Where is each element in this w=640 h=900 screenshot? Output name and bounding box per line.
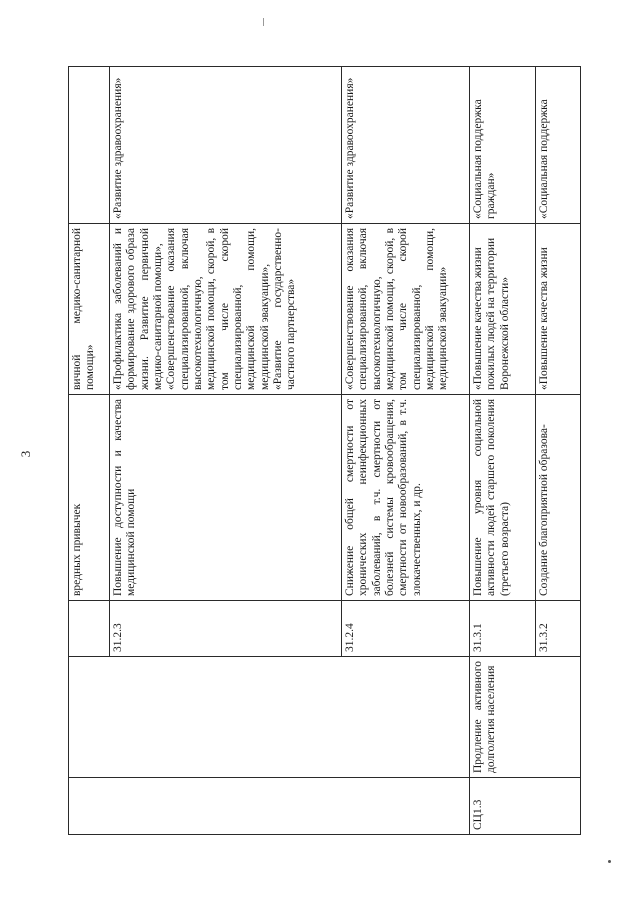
cell-programs — [110, 224, 342, 395]
cell-task: Повышение уровня социальной активности людей старшего поколения (третьего возраста) — [470, 395, 536, 601]
cell-num: 31.2.3 — [110, 601, 342, 657]
strategy-table — [68, 66, 581, 835]
cell-state-program: «Развитие здравоохранения» — [342, 67, 470, 224]
table-row — [69, 67, 110, 835]
program-line: «Повышение качества жизни — [538, 247, 550, 390]
rotated-table-container — [68, 67, 580, 835]
cell-num — [69, 601, 110, 657]
cell-code — [69, 778, 470, 835]
program-line: «Профилактика заболеваний и формирование здорового образа жизни. Развитие первичной медико-санитарной помощи», — [112, 228, 164, 390]
cell-direction — [69, 657, 470, 778]
scan-mark — [263, 18, 264, 26]
table-row — [470, 67, 536, 835]
program-line: «Повышение качества жизни пожилых людей на территории Воронежской области» — [472, 237, 511, 390]
cell-task: Повышение доступности и качества медицинской помощи — [110, 395, 342, 601]
cell-programs — [69, 224, 110, 395]
program-line: «Совершенствование оказания специализированной, включая высокотехнологичную, медицинской помощи, скорой, в том числе скорой специализированной, медицинской помощи, медицинской эвакуации», — [165, 228, 271, 390]
cell-code: СЦ1.3 — [470, 778, 581, 835]
cell-direction: Продление активного долголетия населения — [470, 657, 581, 778]
cell-task: вредных привычек — [69, 395, 110, 601]
cell-programs — [342, 224, 470, 395]
cell-num: 31.3.2 — [536, 601, 581, 657]
program-line: вичной медико-санитарной помощи» — [71, 228, 97, 390]
page-number: 3 — [18, 450, 33, 458]
cell-programs — [536, 224, 581, 395]
cell-task: Создание благоприятной образова- — [536, 395, 581, 601]
program-line: «Совершенствование оказания специализированной, включая высокотехнологичную, медицинской помощи, скорой, в том числе скорой специализированной, медицинской помощи, медицинской эвакуации» — [344, 228, 450, 390]
cell-num: 31.3.1 — [470, 601, 536, 657]
cell-state-program: «Развитие здравоохранения» — [110, 67, 342, 224]
program-line: «Развитие государственно-частного партнерства» — [271, 228, 298, 390]
cell-state-program — [69, 67, 110, 224]
cell-programs — [470, 224, 536, 395]
cell-num: 31.2.4 — [342, 601, 470, 657]
cell-state-program: «Социальная поддержка — [536, 67, 581, 224]
cell-task: Снижение общей смертности от хронических неинфекционных заболеваний, в т.ч. смертности от болезней системы кровообращения, смертности от новообразований, в т.ч. злокачественных, и др. — [342, 395, 470, 601]
cell-state-program: «Социальная поддержка граждан» — [470, 67, 536, 224]
scan-dot — [608, 860, 611, 863]
